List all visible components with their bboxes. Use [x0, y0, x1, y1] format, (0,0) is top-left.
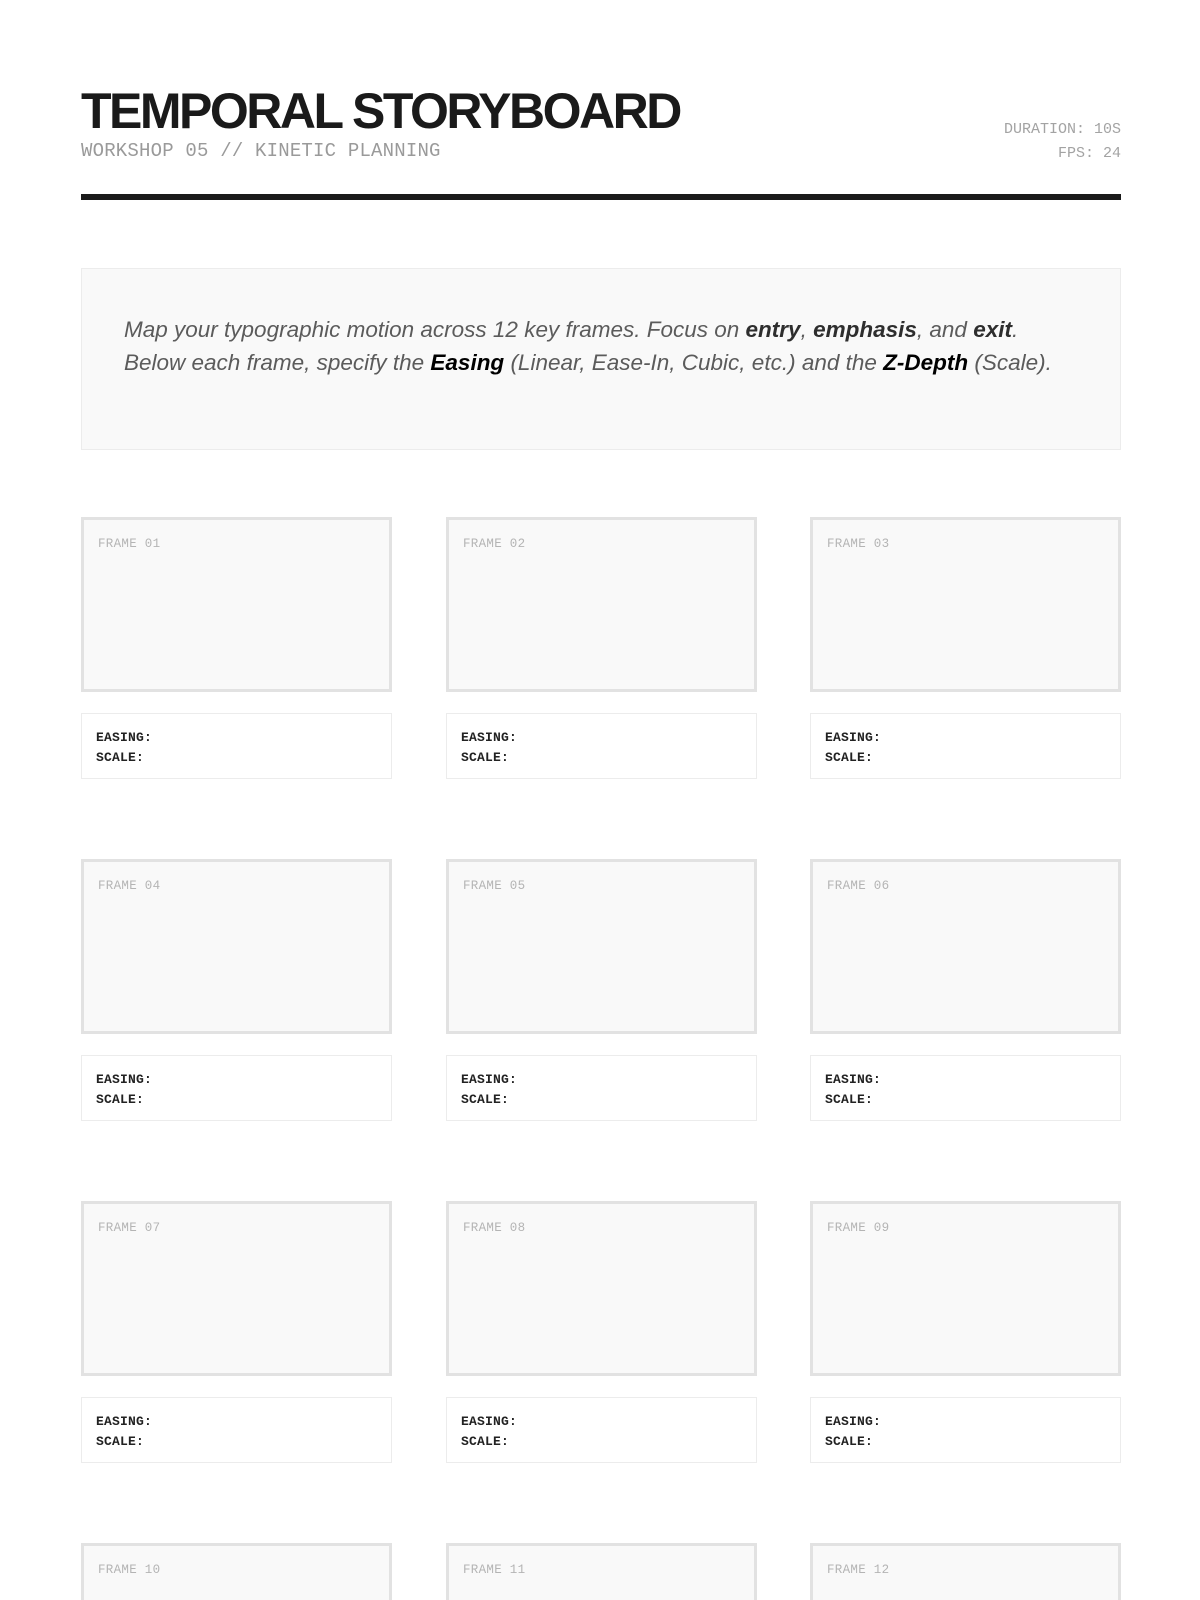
frame-canvas[interactable]	[81, 1543, 392, 1600]
instructions-text	[124, 313, 1078, 379]
frame-canvas[interactable]	[810, 517, 1121, 692]
keyword-easing: Easing	[430, 350, 505, 375]
instructions-fragment: , and	[916, 317, 974, 342]
keyword-exit: exit	[973, 317, 1012, 342]
frame-label: FRAME 05	[463, 879, 526, 893]
easing-label: EASING:	[96, 730, 153, 745]
instructions-fragment: ,	[800, 317, 814, 342]
instructions-fragment: . Below each frame, specify the	[124, 317, 1019, 375]
frame-notes[interactable]	[810, 1397, 1121, 1463]
frame-cell	[81, 859, 392, 1121]
frame-notes[interactable]	[81, 1397, 392, 1463]
frame-notes[interactable]	[446, 1397, 757, 1463]
page-header	[81, 84, 1121, 200]
instructions-box	[81, 268, 1121, 450]
keyword-entry: entry	[745, 317, 801, 342]
frame-label: FRAME 11	[463, 1563, 526, 1577]
instructions-fragment: Map your typographic motion across 12 key frames. Focus on	[124, 317, 746, 342]
frame-notes[interactable]	[446, 1055, 757, 1121]
frame-canvas[interactable]	[446, 517, 757, 692]
instructions-fragment: (Scale).	[968, 350, 1052, 375]
frame-notes[interactable]	[810, 713, 1121, 779]
frame-cell	[446, 1543, 757, 1600]
frame-canvas[interactable]	[810, 1543, 1121, 1600]
page-title: TEMPORAL STORYBOARD	[81, 83, 680, 139]
frame-label: FRAME 02	[463, 537, 526, 551]
frame-canvas[interactable]	[446, 1201, 757, 1376]
frame-canvas[interactable]	[81, 1201, 392, 1376]
frame-label: FRAME 07	[98, 1221, 161, 1235]
frame-label: FRAME 10	[98, 1563, 161, 1577]
frame-label: FRAME 04	[98, 879, 161, 893]
scale-label: SCALE:	[96, 1092, 145, 1107]
frame-cell	[810, 517, 1121, 779]
instructions-fragment: (Linear, Ease-In, Cubic, etc.) and the	[504, 350, 884, 375]
scale-label: SCALE:	[825, 1092, 874, 1107]
easing-label: EASING:	[461, 1072, 518, 1087]
frame-label: FRAME 01	[98, 537, 161, 551]
frame-canvas[interactable]	[810, 1201, 1121, 1376]
frame-cell	[81, 517, 392, 779]
frame-notes[interactable]	[810, 1055, 1121, 1121]
easing-label: EASING:	[96, 1414, 153, 1429]
scale-label: SCALE:	[825, 1434, 874, 1449]
frame-label: FRAME 08	[463, 1221, 526, 1235]
easing-label: EASING:	[96, 1072, 153, 1087]
keyword-z-depth: Z-Depth	[883, 350, 969, 375]
frame-canvas[interactable]	[446, 859, 757, 1034]
easing-label: EASING:	[825, 1414, 882, 1429]
frame-label: FRAME 12	[827, 1563, 890, 1577]
easing-label: EASING:	[825, 1072, 882, 1087]
frame-cell	[446, 1201, 757, 1463]
frame-cell	[81, 1543, 392, 1600]
frame-label: FRAME 06	[827, 879, 890, 893]
easing-label: EASING:	[461, 730, 518, 745]
frame-canvas[interactable]	[446, 1543, 757, 1600]
scale-label: SCALE:	[461, 1434, 510, 1449]
easing-label: EASING:	[461, 1414, 518, 1429]
scale-label: SCALE:	[825, 750, 874, 765]
frame-cell	[446, 859, 757, 1121]
frame-cell	[810, 1543, 1121, 1600]
scale-label: SCALE:	[461, 1092, 510, 1107]
fps-value: FPS: 24	[1057, 145, 1121, 162]
scale-label: SCALE:	[96, 750, 145, 765]
meta-info	[1004, 118, 1121, 166]
frame-notes[interactable]	[446, 713, 757, 779]
frame-label: FRAME 03	[827, 537, 890, 551]
frame-cell	[810, 859, 1121, 1121]
easing-label: EASING:	[825, 730, 882, 745]
frame-notes[interactable]	[81, 1055, 392, 1121]
keyword-emphasis: emphasis	[813, 317, 917, 342]
frame-canvas[interactable]	[810, 859, 1121, 1034]
scale-label: SCALE:	[461, 750, 510, 765]
duration-value: DURATION: 10S	[1003, 121, 1121, 138]
frame-cell	[446, 517, 757, 779]
scale-label: SCALE:	[96, 1434, 145, 1449]
frame-canvas[interactable]	[81, 859, 392, 1034]
frame-notes[interactable]	[81, 713, 392, 779]
frame-cell	[810, 1201, 1121, 1463]
frame-cell	[81, 1201, 392, 1463]
page-subtitle: WORKSHOP 05 // KINETIC PLANNING	[81, 140, 441, 162]
frame-label: FRAME 09	[827, 1221, 890, 1235]
frame-canvas[interactable]	[81, 517, 392, 692]
